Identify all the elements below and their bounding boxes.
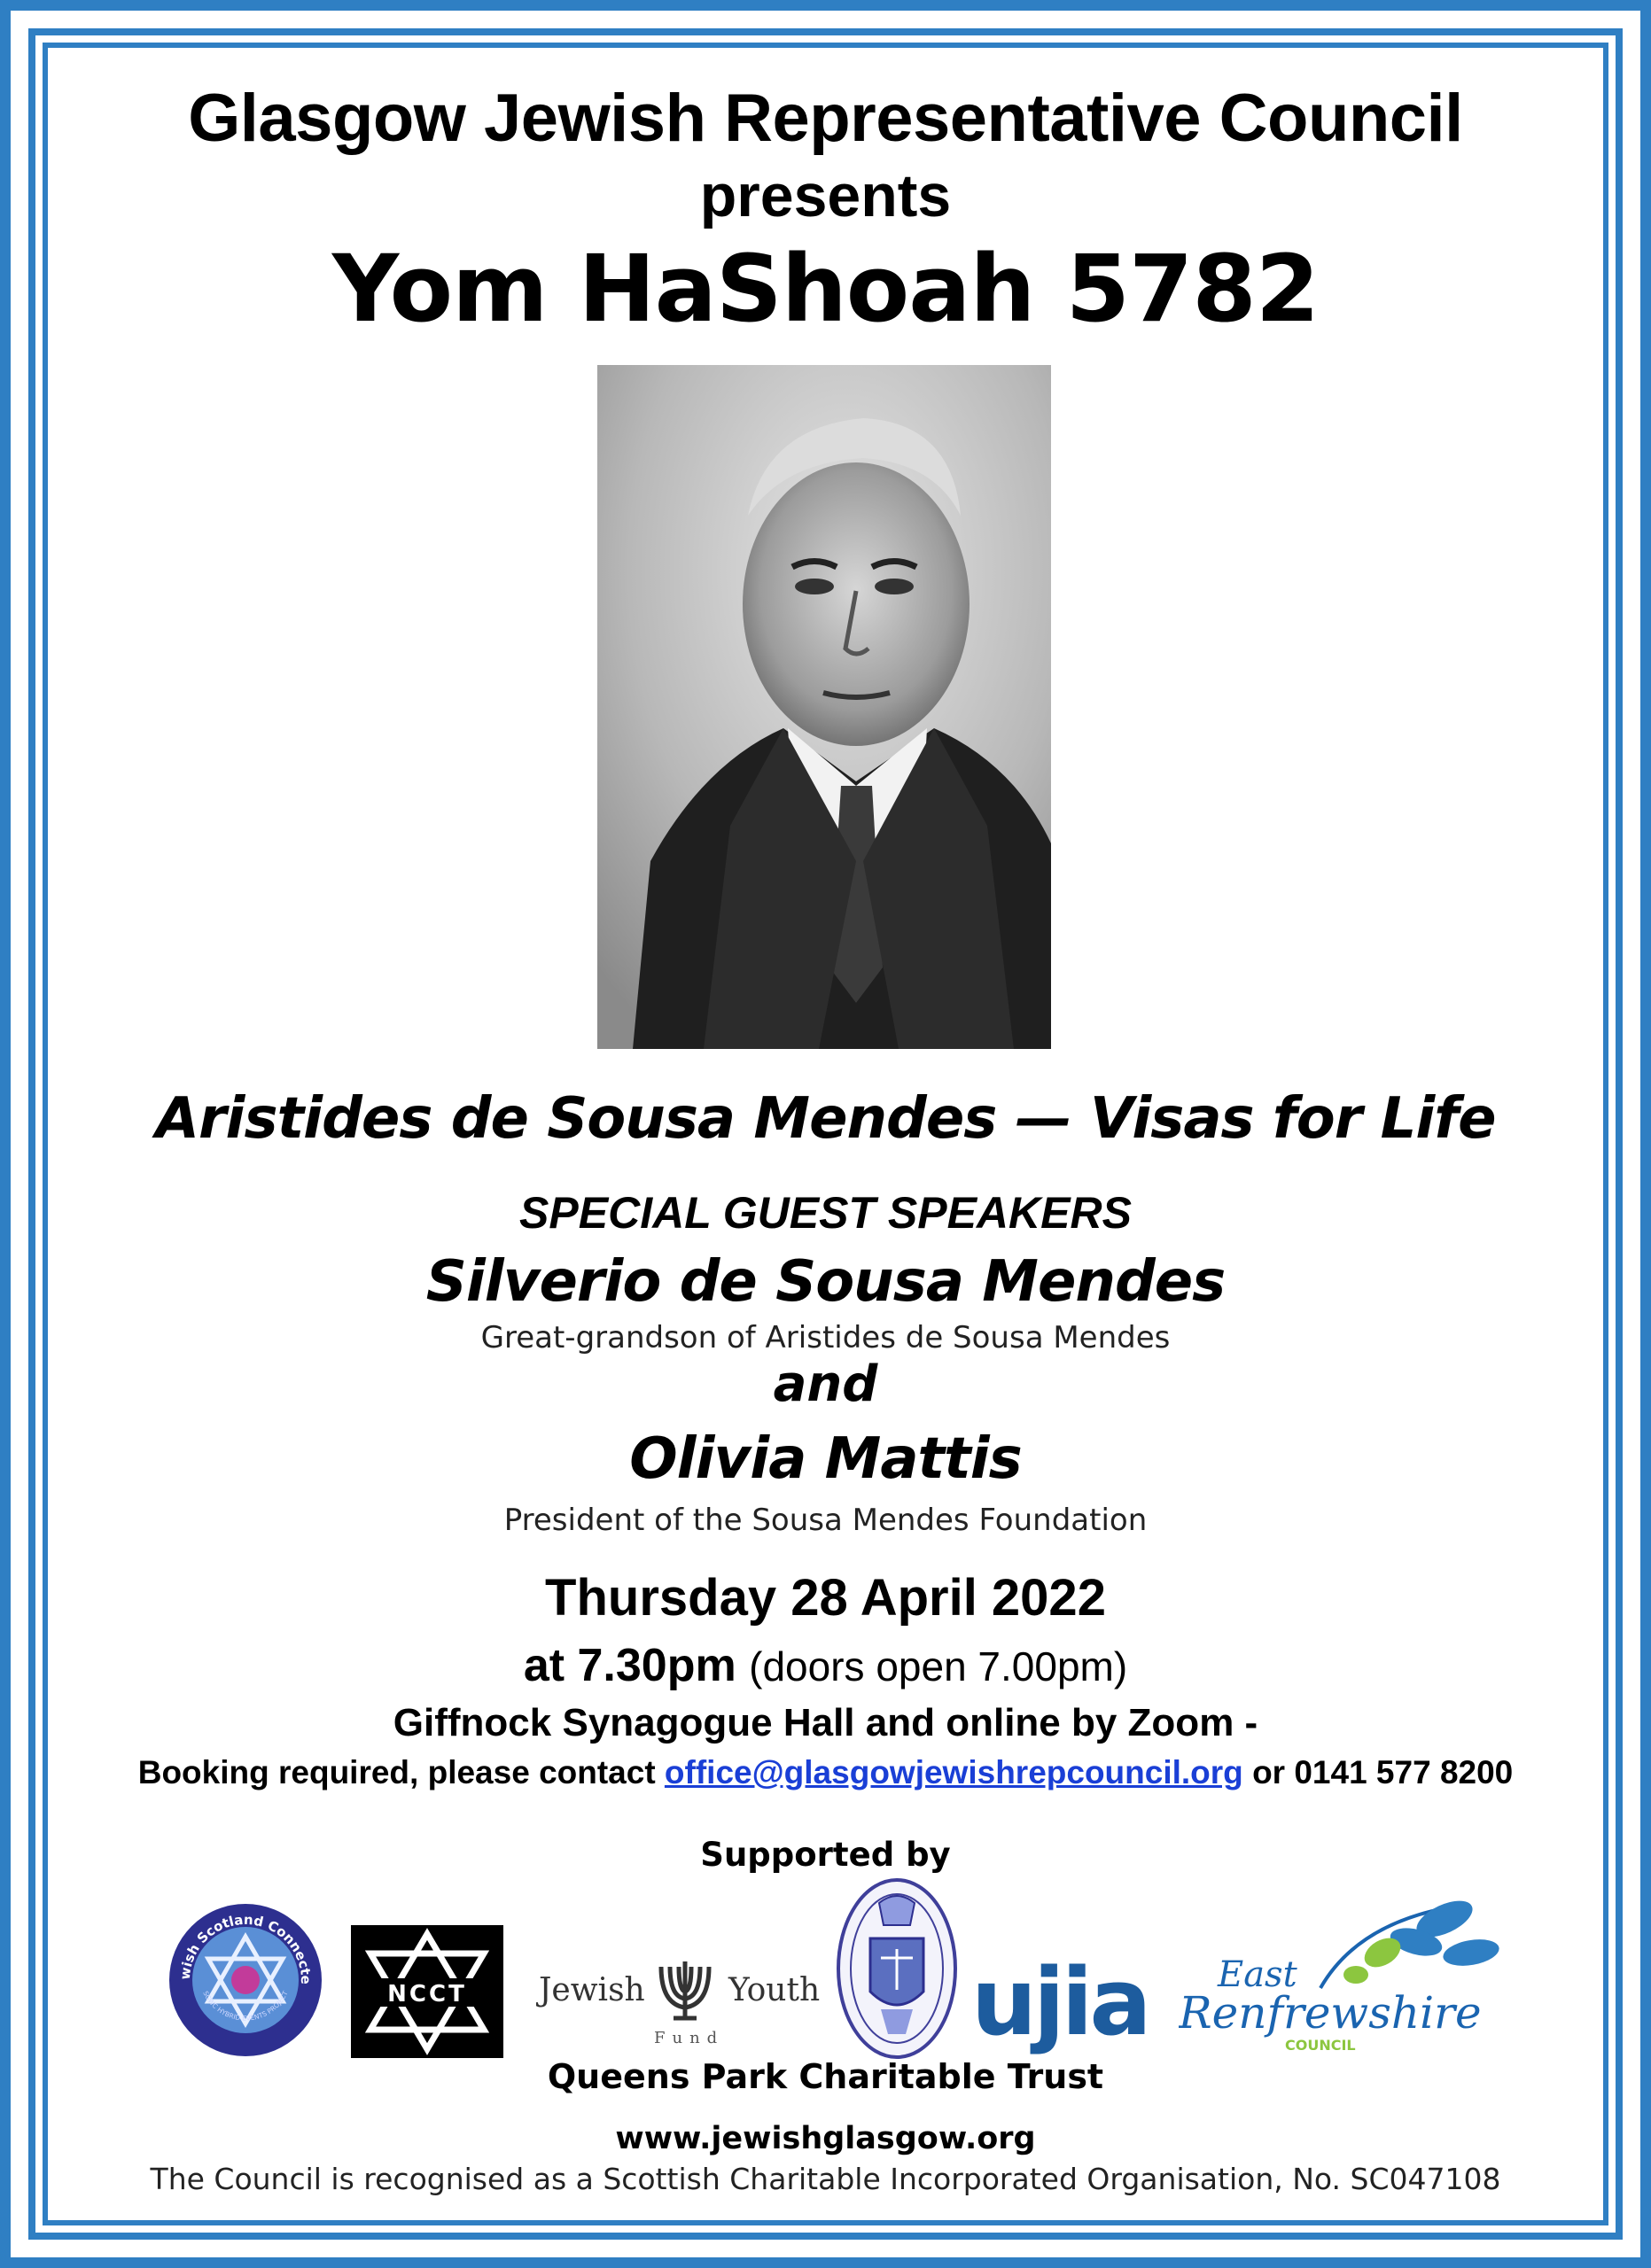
svg-text:NCCT: NCCT [387, 1981, 467, 2008]
supported-by-label: Supported by [700, 1836, 951, 1874]
speaker-1-name: Silverio de Sousa Mendes [425, 1249, 1226, 1315]
charity-registration: The Council is recognised as a Scottish Charitable Incorporated Organisation, No. SC047108 [150, 2162, 1501, 2196]
ujia-logo [971, 1948, 1175, 2056]
svg-text:East: East [1218, 1954, 1297, 1995]
event-date: Thursday 28 April 2022 [545, 1569, 1106, 1627]
svg-text:COUNCIL: COUNCIL [1285, 2037, 1356, 2054]
booking-info [53, 1754, 1598, 1791]
speakers-conjunction: and [773, 1355, 878, 1413]
ujia-wordmark: ujia [971, 1948, 1149, 2056]
jyf-word-jewish: Jewish [539, 1972, 645, 2008]
speaker-2-name: Olivia Mattis [629, 1426, 1022, 1492]
portrait-photo [597, 365, 1051, 1049]
jewish-youth-fund-logo [539, 1949, 821, 2047]
jewish-scotland-connected-logo [167, 1901, 324, 2059]
speaker-1-role: Great-grandson of Aristides de Sousa Mendes [480, 1320, 1171, 1355]
event-headline: Aristides de Sousa Mendes — Visas for Life [155, 1086, 1496, 1152]
svg-text:SGWC HYBRID EVENTS PROJECT: SGWC HYBRID EVENTS PROJECT [201, 1989, 290, 2023]
website-url: www.jewishglasgow.org [615, 2121, 1036, 2156]
queens-park-trust-label: Queens Park Charitable Trust [547, 2057, 1104, 2096]
speaker-2-role: President of the Sousa Mendes Foundation [503, 1503, 1148, 1538]
jyf-word-fund: Fund [654, 2029, 725, 2047]
ncct-logo [351, 1925, 503, 2058]
poster-content [53, 53, 1598, 2215]
booking-prefix: Booking required, please contact [137, 1754, 656, 1790]
event-venue: Giffnock Synagogue Hall and online by Zoom - [393, 1701, 1258, 1744]
synagogue-crest-logo [835, 1876, 959, 2061]
event-title: Yom HaShoah 5782 [331, 235, 1320, 343]
east-renfrewshire-council-logo [1179, 1891, 1569, 2068]
menorah-icon [654, 1958, 716, 2022]
booking-email-link[interactable]: office@glasgowjewishrepcouncil.org [664, 1754, 1243, 1790]
svg-text:Jewish Scotland Connected: wish Scotland Connecte [176, 1911, 315, 1984]
doors-open-time: (doors open 7.00pm) [749, 1643, 1128, 1689]
event-time [53, 1639, 1598, 1692]
organisation-title: Glasgow Jewish Representative Council [188, 81, 1463, 156]
svg-text:Renfrewshire: Renfrewshire [1179, 1987, 1482, 2039]
portrait-illustration [597, 365, 1051, 1049]
start-time: at 7.30pm [523, 1640, 736, 1691]
presents-label: presents [699, 162, 952, 229]
jyf-word-youth: Youth [728, 1972, 821, 2008]
booking-phone: or 0141 577 8200 [1252, 1754, 1514, 1790]
guest-speakers-label: SPECIAL GUEST SPEAKERS [519, 1188, 1132, 1238]
